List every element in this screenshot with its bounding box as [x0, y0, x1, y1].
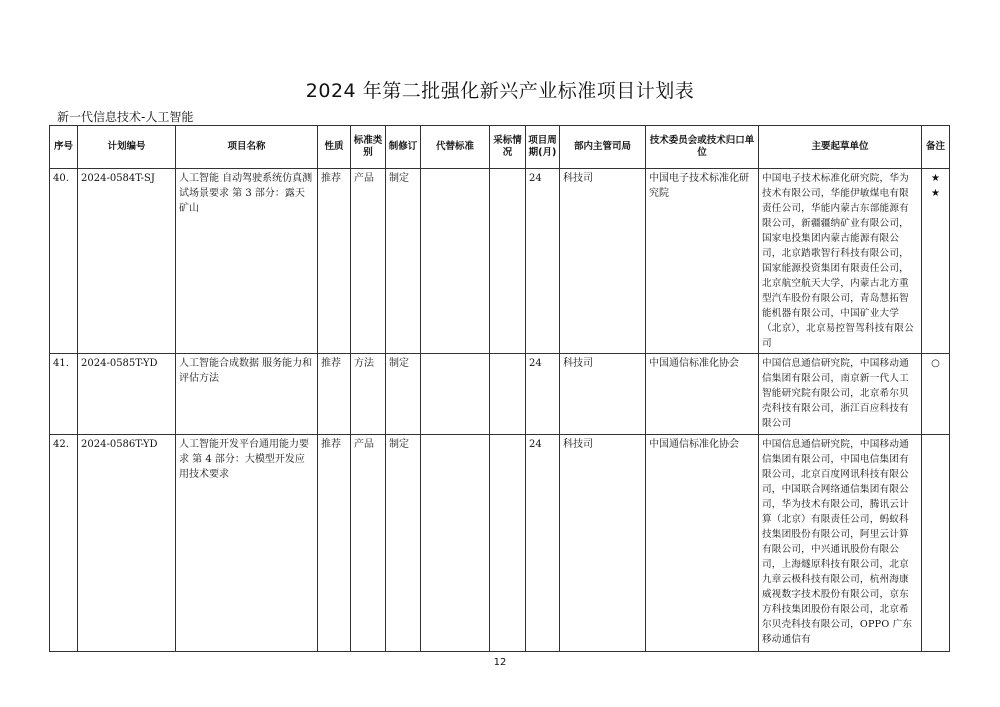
cell-plan-no: 2024-0585T-YD	[78, 354, 176, 435]
cell-nature: 推荐	[318, 354, 351, 435]
cell-remarks	[922, 435, 950, 652]
cell-name: 人工智能合成数据 服务能力和评估方法	[176, 354, 318, 435]
cell-revise: 制定	[386, 169, 421, 354]
header-plan-no: 计划编号	[78, 126, 176, 169]
cell-dept: 科技司	[560, 435, 646, 652]
cell-drafters: 中国信息通信研究院，中国移动通信集团有限公司，南京新一代人工智能研究院有限公司，北京希尔贝壳科技有限公司，浙江百应科技有限公司	[759, 354, 922, 435]
table-row	[50, 435, 950, 652]
header-replace: 代替标准	[421, 126, 490, 169]
cell-name: 人工智能 自动驾驶系统仿真测试场景要求 第 3 部分：露天矿山	[176, 169, 318, 354]
cell-seq: 42.	[50, 435, 78, 652]
cell-adopt	[490, 435, 526, 652]
cell-dept: 科技司	[560, 169, 646, 354]
cell-revise: 制定	[386, 435, 421, 652]
cell-revise: 制定	[386, 354, 421, 435]
header-period: 项目周期(月)	[526, 126, 560, 169]
cell-adopt	[490, 169, 526, 354]
header-name: 项目名称	[176, 126, 318, 169]
header-seq: 序号	[50, 126, 78, 169]
header-nature: 性质	[318, 126, 351, 169]
cell-adopt	[490, 354, 526, 435]
cell-seq: 41.	[50, 354, 78, 435]
cell-remarks: ○	[922, 354, 950, 435]
header-revise: 制修订	[386, 126, 421, 169]
cell-drafters: 中国信息通信研究院，中国移动通信集团有限公司，中国电信集团有限公司，北京百度网讯科技有限公司，中国联合网络通信集团有限公司，华为技术有限公司，腾讯云计算（北京）有限责任公司，蚂蚁科技集团股份有限公司，阿里云计算有限公司，中兴通讯股份有限公司，上海燧原科技有限公司，北京九章云极科技有限公司，杭州海康威视数字技术股份有限公司，京东方科技集团股份有限公司，北京希尔贝壳科技有限公司，OPPO 广东移动通信有	[759, 435, 922, 652]
header-dept: 部内主管司局	[560, 126, 646, 169]
header-drafters: 主要起草单位	[759, 126, 922, 169]
header-std-type: 标准类别	[351, 126, 386, 169]
table-row	[50, 354, 950, 435]
cell-remarks: ★ ★	[922, 169, 950, 354]
table-header-row	[50, 126, 950, 169]
cell-std-type: 产品	[351, 435, 386, 652]
table-row	[50, 169, 950, 354]
cell-period: 24	[526, 435, 560, 652]
cell-std-type: 产品	[351, 169, 386, 354]
page-title: 2024 年第二批强化新兴产业标准项目计划表	[305, 80, 695, 102]
header-remarks: 备注	[922, 126, 950, 169]
cell-drafters: 中国电子技术标准化研究院，华为技术有限公司，华能伊敏煤电有限责任公司，华能内蒙古东部能源有限公司，新疆疆纳矿业有限公司，国家电投集团内蒙古能源有限公司，北京踏歌智行科技有限公司，国家能源投资集团有限责任公司，北京航空航天大学，内蒙古北方重型汽车股份有限公司，青岛慧拓智能机器有限公司，中国矿业大学（北京），北京易控智驾科技有限公司	[759, 169, 922, 354]
category-label: 新一代信息技术-人工智能	[57, 110, 194, 124]
cell-seq: 40.	[50, 169, 78, 354]
page-number: 12	[493, 657, 507, 668]
cell-committee: 中国电子技术标准化研究院	[646, 169, 759, 354]
standards-plan-table	[49, 125, 950, 652]
header-committee: 技术委员会或技术归口单位	[646, 126, 759, 169]
cell-nature: 推荐	[318, 169, 351, 354]
header-adopt: 采标情况	[490, 126, 526, 169]
cell-period: 24	[526, 354, 560, 435]
cell-dept: 科技司	[560, 354, 646, 435]
cell-name: 人工智能开发平台通用能力要求 第 4 部分：大模型开发应用技术要求	[176, 435, 318, 652]
cell-replace	[421, 354, 490, 435]
cell-plan-no: 2024-0586T-YD	[78, 435, 176, 652]
cell-replace	[421, 169, 490, 354]
cell-committee: 中国通信标准化协会	[646, 354, 759, 435]
cell-plan-no: 2024-0584T-SJ	[78, 169, 176, 354]
cell-committee: 中国通信标准化协会	[646, 435, 759, 652]
cell-nature: 推荐	[318, 435, 351, 652]
cell-period: 24	[526, 169, 560, 354]
cell-std-type: 方法	[351, 354, 386, 435]
cell-replace	[421, 435, 490, 652]
